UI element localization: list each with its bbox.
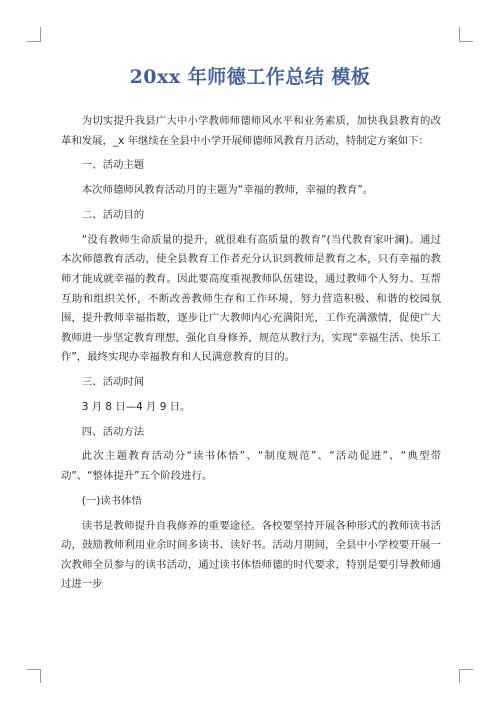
section-heading-theme: 一、活动主题 <box>81 159 145 172</box>
crop-mark-top-right-v <box>459 27 460 41</box>
crop-mark-top-left-v <box>40 27 41 41</box>
crop-mark-bottom-right-h <box>459 669 473 670</box>
section-heading-purpose: 二、活动目的 <box>81 208 145 221</box>
crop-mark-top-left-h <box>27 41 41 42</box>
crop-mark-top-right-h <box>459 41 473 42</box>
section-text-purpose: “没有教师生命质量的提升，就很难有高质量的教育”(当代教育家叶澜)。通过本次师德教育活动，使全县教育工作者充分认识到教师是教育之本，只有幸福的教师才能成就幸福的教育。因此要高度重视教师队伍建设，通过教师个人努力、互帮互助和组织关怀，不断改善教师生存和工作环境，努力营造积极、和谐的校园氛围，提升教师幸福指数，逐步让广大教师内心充满阳光，工作充满激情，促使广大教师进一步坚定教育理想，强化自身修养，规范从教行为，实现“幸福生活、快乐工作”，最终实现办幸福教育和人民满意教育的目的。 <box>61 233 441 364</box>
section-text-time: 3 月 8 日—4 月 9 日。 <box>81 400 191 413</box>
section-heading-method: 四、活动方法 <box>81 425 145 438</box>
crop-mark-bottom-left-v <box>40 669 41 683</box>
section-text-method: 此次主题教育活动分“读书体悟”、“制度规范”、“活动促进”、“典型带动”、“整体提升”五个阶段进行。 <box>61 450 441 482</box>
document-body <box>61 112 441 600</box>
crop-mark-bottom-right-v <box>459 669 460 683</box>
section-heading-time: 三、活动时间 <box>81 376 145 389</box>
intro-paragraph: 为切实提升我县广大中小学教师师德师风水平和业务素质，加快我县教育的改革和发展，_x 年继续在全县中小学开展师德师风教育月活动，特制定方案如下： <box>61 115 441 147</box>
document-title: 20xx 年师德工作总结 模板 <box>129 66 371 88</box>
section-text-theme: 本次师德师风教育活动月的主题为“幸福的教师，幸福的教育”。 <box>81 184 374 197</box>
subsection-heading-reading: (一)读书体悟 <box>81 494 142 507</box>
subsection-text-reading: 读书是教师提升自我修养的重要途径。各校要坚持开展各种形式的教师读书活动，鼓励教师利用业余时间多读书、读好书。活动月期间，全县中小学校要开展一次教师全员参与的读书活动，通过读书体悟师德的时代要求，特别是要引导教师通过进一步 <box>61 519 441 591</box>
crop-mark-bottom-left-h <box>27 669 41 670</box>
